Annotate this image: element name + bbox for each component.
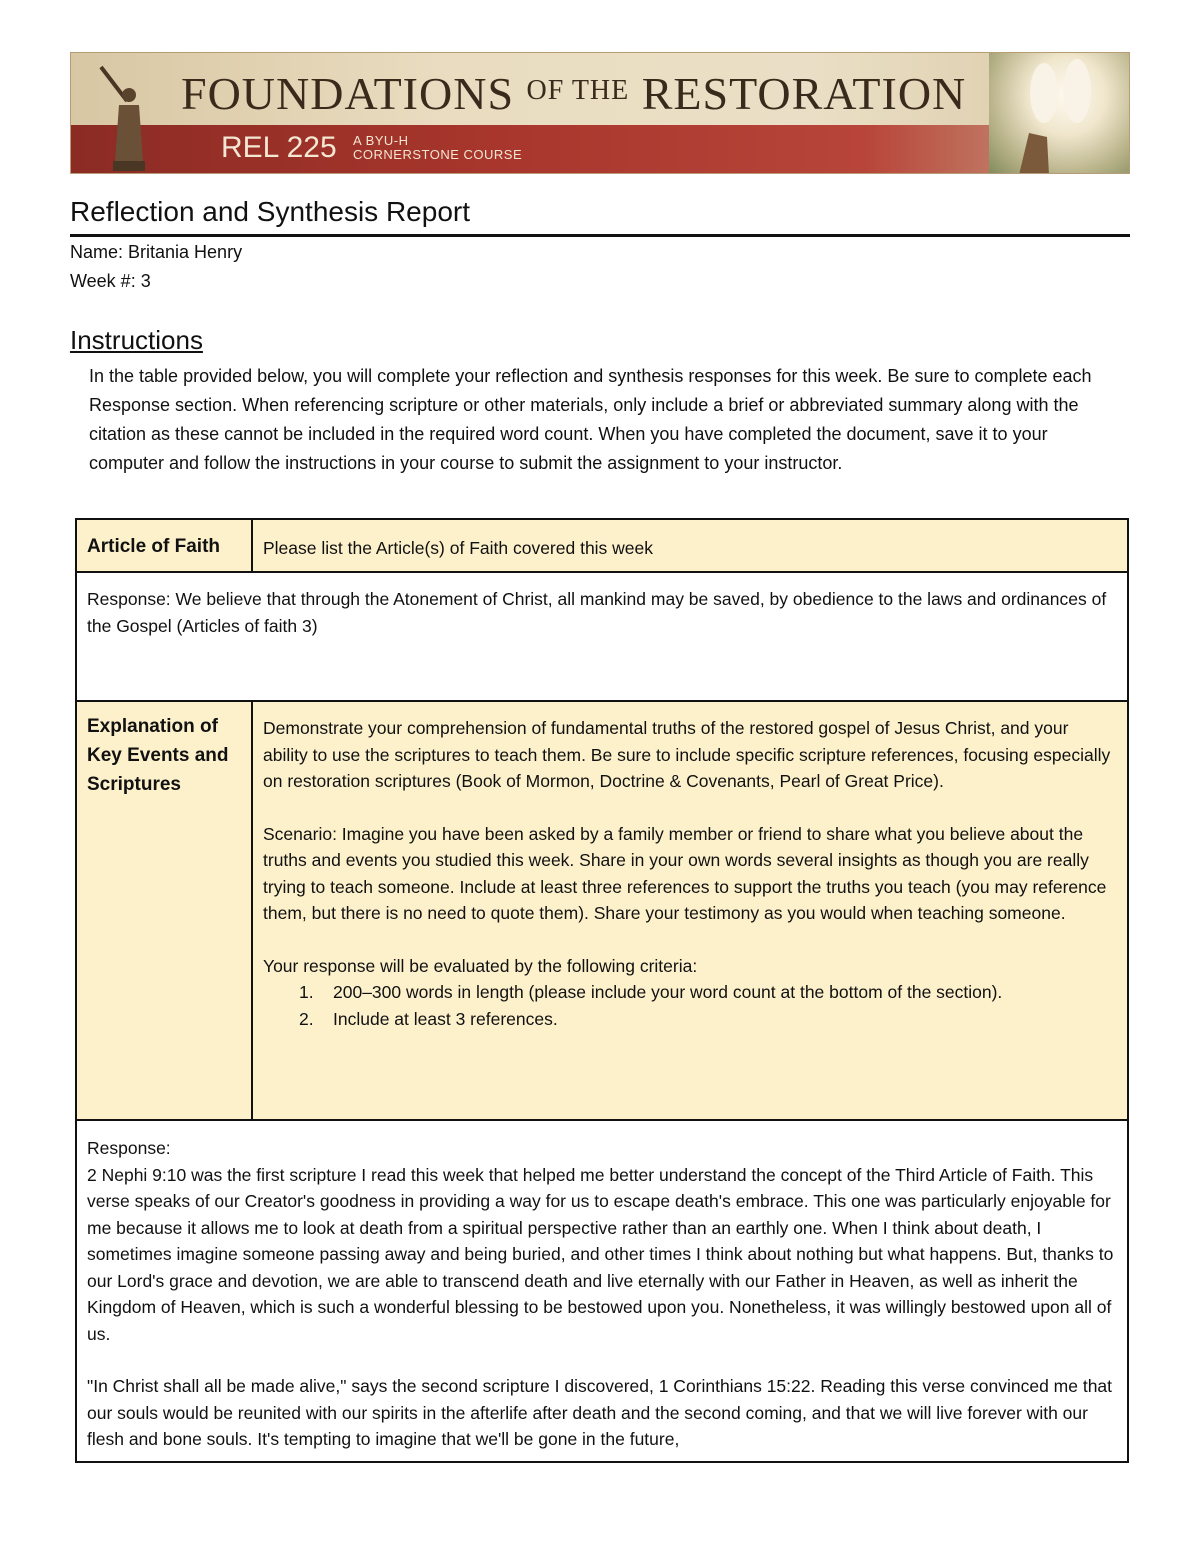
main-response[interactable]: [76, 1120, 1128, 1462]
week-number: Week #: 3: [70, 271, 151, 291]
response-label: Response:: [87, 1138, 171, 1158]
course-banner: [70, 52, 1130, 174]
article-label: Article of Faith: [76, 519, 252, 572]
article-response[interactable]: Response: We believe that through the Atonement of Christ, all mankind may be saved, by obedience to the laws and ordinances of the Gospel (Articles of faith 3): [76, 572, 1128, 701]
article-row: [76, 519, 1128, 572]
title-rule: [70, 234, 1130, 237]
instructions-text: In the table provided below, you will complete your reflection and synthesis responses for this week. Be sure to complete each Response section. When referencing scripture or other materials, only include a brief or abbreviated summary along with the citation as these cannot be included in the required word count. When you have completed the document, save it to your computer and follow the instructions in your course to submit the assignment to your instructor.: [89, 366, 1092, 473]
criteria-intro: Your response will be evaluated by the following criteria:: [263, 955, 698, 976]
reflection-table: [75, 518, 1129, 1463]
criteria-item: 1. 200–300 words in length (please include your word count at the bottom of the section).: [299, 982, 1003, 1002]
report-title: Reflection and Synthesis Report: [70, 196, 470, 227]
response-paragraph-1: 2 Nephi 9:10 was the first scripture I read this week that helped me better understand the concept of the Third Article of Faith. This verse speaks of our Creator's goodness in providing a way for us to escape death's embrace. This one was particularly enjoyable for me because it allows me to look at death from a spiritual perspective rather than an earthly one. When I think about death, I sometimes imagine someone passing away and being buried, and other times I think about nothing but what happens. But, thanks to our Lord's grace and devotion, we are able to transcend death and live eternally with our Father in Heaven, as well as inherit the Kingdom of Heaven, which is such a wonderful blessing to be bestowed upon you. Nonetheless, it was willingly bestowed upon all of us.: [87, 1164, 1114, 1344]
explanation-prompt: [252, 701, 1128, 1120]
response-paragraph-2: "In Christ shall all be made alive," says the second scripture I discovered, 1 Corinthians 15:22. Reading this verse convinced me that our souls would be reunited with our spirits in the afterlife after death and the second coming, and that we will live forever with our flesh and bone souls. It's tempting to imagine that we'll be gone in the future,: [87, 1376, 1113, 1449]
explanation-label: Explanation of Key Events and Scriptures: [76, 701, 252, 1120]
angel-moroni-figure-icon: [93, 61, 153, 173]
criteria-list: [263, 979, 1117, 1032]
explanation-row: [76, 701, 1128, 1120]
criteria-item: 2. Include at least 3 references.: [299, 1008, 558, 1029]
student-name: Name: Britania Henry: [70, 242, 243, 262]
article-prompt: Please list the Article(s) of Faith covered this week: [252, 519, 1128, 572]
heavenly-visitors-image-icon: [989, 53, 1130, 174]
banner-course-subtitle: A BYU-H CORNERSTONE COURSE: [353, 133, 523, 162]
explanation-paragraph-1: Demonstrate your comprehension of fundamental truths of the restored gospel of Jesus Christ, and your ability to use the scriptures to teach them. Be sure to include specific scripture references, focusing especially on restoration scriptures (Book of Mormon, Doctrine & Covenants, Pearl of Great Price).: [263, 718, 1111, 791]
article-response-row: [76, 572, 1128, 701]
banner-course-code: REL 225: [221, 131, 337, 164]
banner-title: FOUNDATIONS $^{OF THE}$ RESTORATION: [181, 68, 967, 119]
main-response-row: [76, 1120, 1128, 1462]
scenario-paragraph: Scenario: Imagine you have been asked by a family member or friend to share what you believe about the truths and events you studied this week. Share in your own words several insights as though you are really trying to teach someone. Include at least three references to support the truths you teach (you may reference them, but there is no need to quote them). Share your testimony as you would when teaching someone.: [263, 823, 1107, 923]
instructions-heading: Instructions: [70, 325, 203, 355]
